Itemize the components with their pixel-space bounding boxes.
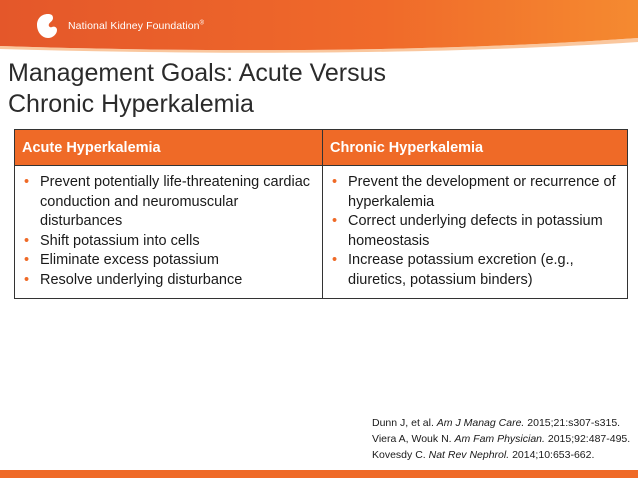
- chronic-list: [330, 173, 620, 290]
- slide-title: [8, 58, 608, 120]
- table-header-row: [15, 130, 628, 166]
- management-goals-table: [14, 129, 628, 299]
- bullet-icon: •: [24, 271, 30, 288]
- bullet-icon: •: [24, 232, 30, 249]
- bullet-icon: •: [24, 174, 30, 190]
- slide-title-line-2: Chronic Hyperkalemia: [8, 90, 254, 118]
- list-item: • Prevent the development or recurrence of hyperkalemia: [332, 174, 616, 210]
- list-item: • Increase potassium excretion (e.g., diuretics, potassium binders): [332, 252, 574, 288]
- header-banner: [0, 0, 638, 54]
- header-acute: Acute Hyperkalemia: [15, 130, 323, 166]
- bullet-icon: •: [332, 252, 338, 268]
- list-item: • Prevent potentially life-threatening cardiac conduction and neuromuscular disturbances: [24, 174, 311, 229]
- bullet-icon: •: [332, 213, 338, 229]
- bullet-icon: •: [332, 174, 338, 190]
- list-item: • Shift potassium into cells: [22, 232, 315, 252]
- reference-item: Kovesdy C. Nat Rev Nephrol. 2014;10:653-662.: [372, 449, 595, 461]
- list-item: • Correct underlying defects in potassium homeostasis: [332, 213, 603, 249]
- slide-title-line-1: Management Goals: Acute Versus: [8, 59, 386, 87]
- kidney-logo-icon: [34, 12, 62, 40]
- reference-item: Viera A, Wouk N. Am Fam Physician. 2015;92:487-495.: [372, 433, 631, 445]
- reference-item: Dunn J, et al. Am J Manag Care. 2015;21:s307-s315.: [372, 417, 621, 429]
- header-chronic: Chronic Hyperkalemia: [323, 130, 628, 166]
- footer-bar: [0, 470, 638, 478]
- list-item: • Resolve underlying disturbance: [22, 271, 315, 291]
- table-row: [15, 166, 628, 299]
- acute-cell: [15, 166, 323, 299]
- brand-logo[interactable]: [34, 12, 204, 40]
- chronic-cell: [323, 166, 628, 299]
- bullet-icon: •: [24, 252, 30, 268]
- references: [372, 415, 630, 463]
- brand-name: National Kidney Foundation®: [68, 20, 205, 32]
- acute-list: [22, 173, 315, 290]
- list-item: • Eliminate excess potassium: [22, 251, 315, 271]
